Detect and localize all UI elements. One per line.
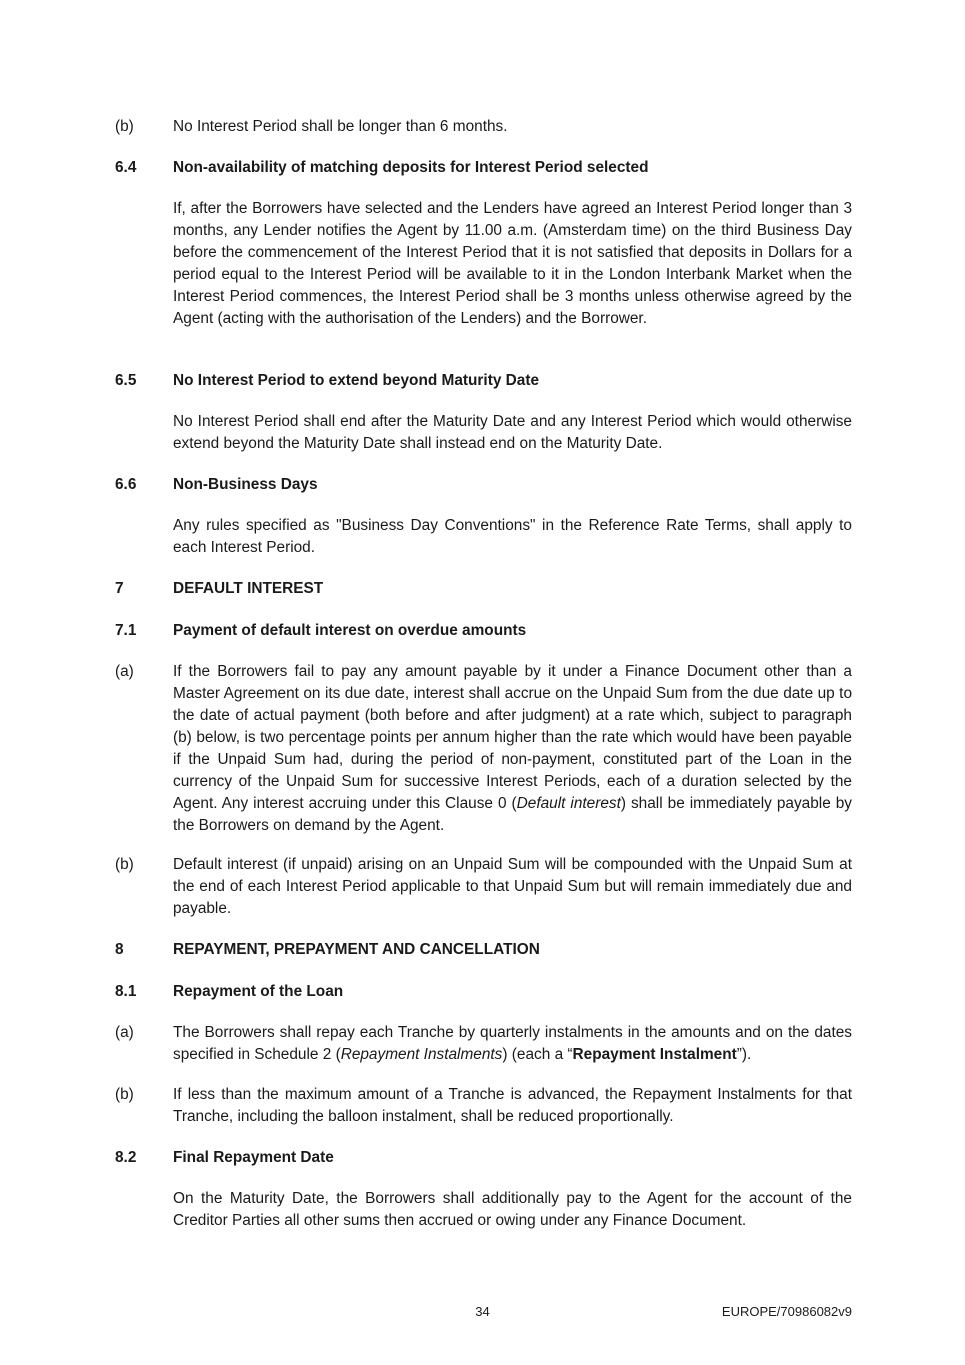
clause-6-4-text: If, after the Borrowers have selected and the Lenders have agreed an Interest Period longer than 3 months, any Lender notifies the Agent by 11.00 a.m. (Amsterdam time) on the third Business Day before the commencement of the Interest Period that it is not satisfied that deposits in Dollars for a period equal to the Interest Period will be available to it in the London Interbank Market when the Interest Period commences, the Interest Period shall be 3 months unless otherwise agreed by the Agent (acting with the authorisation of the Lenders) and the Borrower.: [173, 200, 852, 327]
clause-8-1-a: [115, 1022, 852, 1066]
clause-7-1-b: [115, 854, 852, 920]
clause-8-heading: [115, 939, 852, 961]
clause-title: Repayment of the Loan: [173, 983, 344, 1000]
clause-title: Payment of default interest on overdue amounts: [173, 622, 527, 639]
clause-8-1-b: [115, 1084, 852, 1128]
italic-term: Repayment Instalments: [340, 1046, 503, 1063]
paragraph-label: (b): [115, 1086, 134, 1103]
clause-6-6-text: Any rules specified as "Business Day Conventions" in the Reference Rate Terms, shall apply to each Interest Period.: [173, 517, 852, 556]
clause-number: 6.4: [115, 159, 137, 176]
clause-8-2-text: On the Maturity Date, the Borrowers shall additionally pay to the Agent for the account of the Creditor Parties all other sums then accrued or owing under any Finance Document.: [173, 1190, 852, 1229]
document-reference: EUROPE/70986082v9: [721, 1304, 852, 1319]
clause-number: 8.1: [115, 983, 137, 1000]
paragraph-label: (a): [115, 1024, 134, 1041]
clause-number: 8.2: [115, 1149, 137, 1166]
clause-6-3-b: [115, 116, 852, 138]
clause-title: DEFAULT INTEREST: [173, 580, 324, 597]
clause-title: REPAYMENT, PREPAYMENT AND CANCELLATION: [173, 941, 540, 958]
clause-number: 6.5: [115, 372, 137, 389]
clause-7-heading: [115, 578, 852, 600]
clause-title: Non-Business Days: [173, 476, 318, 493]
clause-number: 7: [115, 580, 124, 597]
clause-6-6-heading: [115, 474, 852, 496]
paragraph-text: If less than the maximum amount of a Tranche is advanced, the Repayment Instalments for that Tranche, including the balloon instalment, shall be reduced proportionally.: [173, 1086, 852, 1125]
paragraph-text: The Borrowers shall repay each Tranche by quarterly instalments in the amounts and on the dates specified in Schedule 2 (Repayment Instalments) (each a “Repayment Instalment”).: [173, 1024, 852, 1063]
paragraph-label: (a): [115, 663, 134, 680]
paragraph-label: (b): [115, 118, 134, 135]
clause-7-1-heading: [115, 620, 852, 642]
paragraph-text: No Interest Period shall be longer than 6 months.: [173, 118, 508, 135]
clause-number: 8: [115, 941, 124, 958]
clause-number: 6.6: [115, 476, 137, 493]
clause-8-1-heading: [115, 981, 852, 1003]
clause-6-5-text: No Interest Period shall end after the Maturity Date and any Interest Period which would otherwise extend beyond the Maturity Date shall instead end on the Maturity Date.: [173, 413, 852, 452]
page-number: 34: [475, 1304, 490, 1319]
clause-title: Non-availability of matching deposits for Interest Period selected: [173, 159, 649, 176]
paragraph-text: If the Borrowers fail to pay any amount payable by it under a Finance Document other than a Master Agreement on its due date, interest shall accrue on the Unpaid Sum from the due date up to the date of actual payment (both before and after judgment) at a rate which, subject to paragraph (b) below, is two percentage points per annum higher than the rate which would have been payable if the Unpaid Sum had, during the period of non-payment, constituted part of the Loan in the currency of the Unpaid Sum for successive Interest Periods, each of a duration selected by the Agent. Any interest accruing under this Clause 0 (Default interest) shall be immediately payable by the Borrowers on demand by the Agent.: [173, 663, 852, 834]
clause-6-4-heading: [115, 157, 852, 179]
italic-term: Default interest: [516, 795, 621, 812]
clause-6-5-heading: [115, 370, 852, 392]
defined-term: Repayment Instalment: [572, 1046, 737, 1063]
clause-7-1-a: [115, 661, 852, 837]
clause-title: No Interest Period to extend beyond Maturity Date: [173, 372, 540, 389]
clause-8-2-heading: [115, 1147, 852, 1169]
paragraph-label: (b): [115, 856, 134, 873]
clause-number: 7.1: [115, 622, 137, 639]
clause-title: Final Repayment Date: [173, 1149, 334, 1166]
paragraph-text: Default interest (if unpaid) arising on an Unpaid Sum will be compounded with the Unpaid Sum at the end of each Interest Period applicable to that Unpaid Sum but will remain immediately due and payable.: [173, 856, 852, 917]
